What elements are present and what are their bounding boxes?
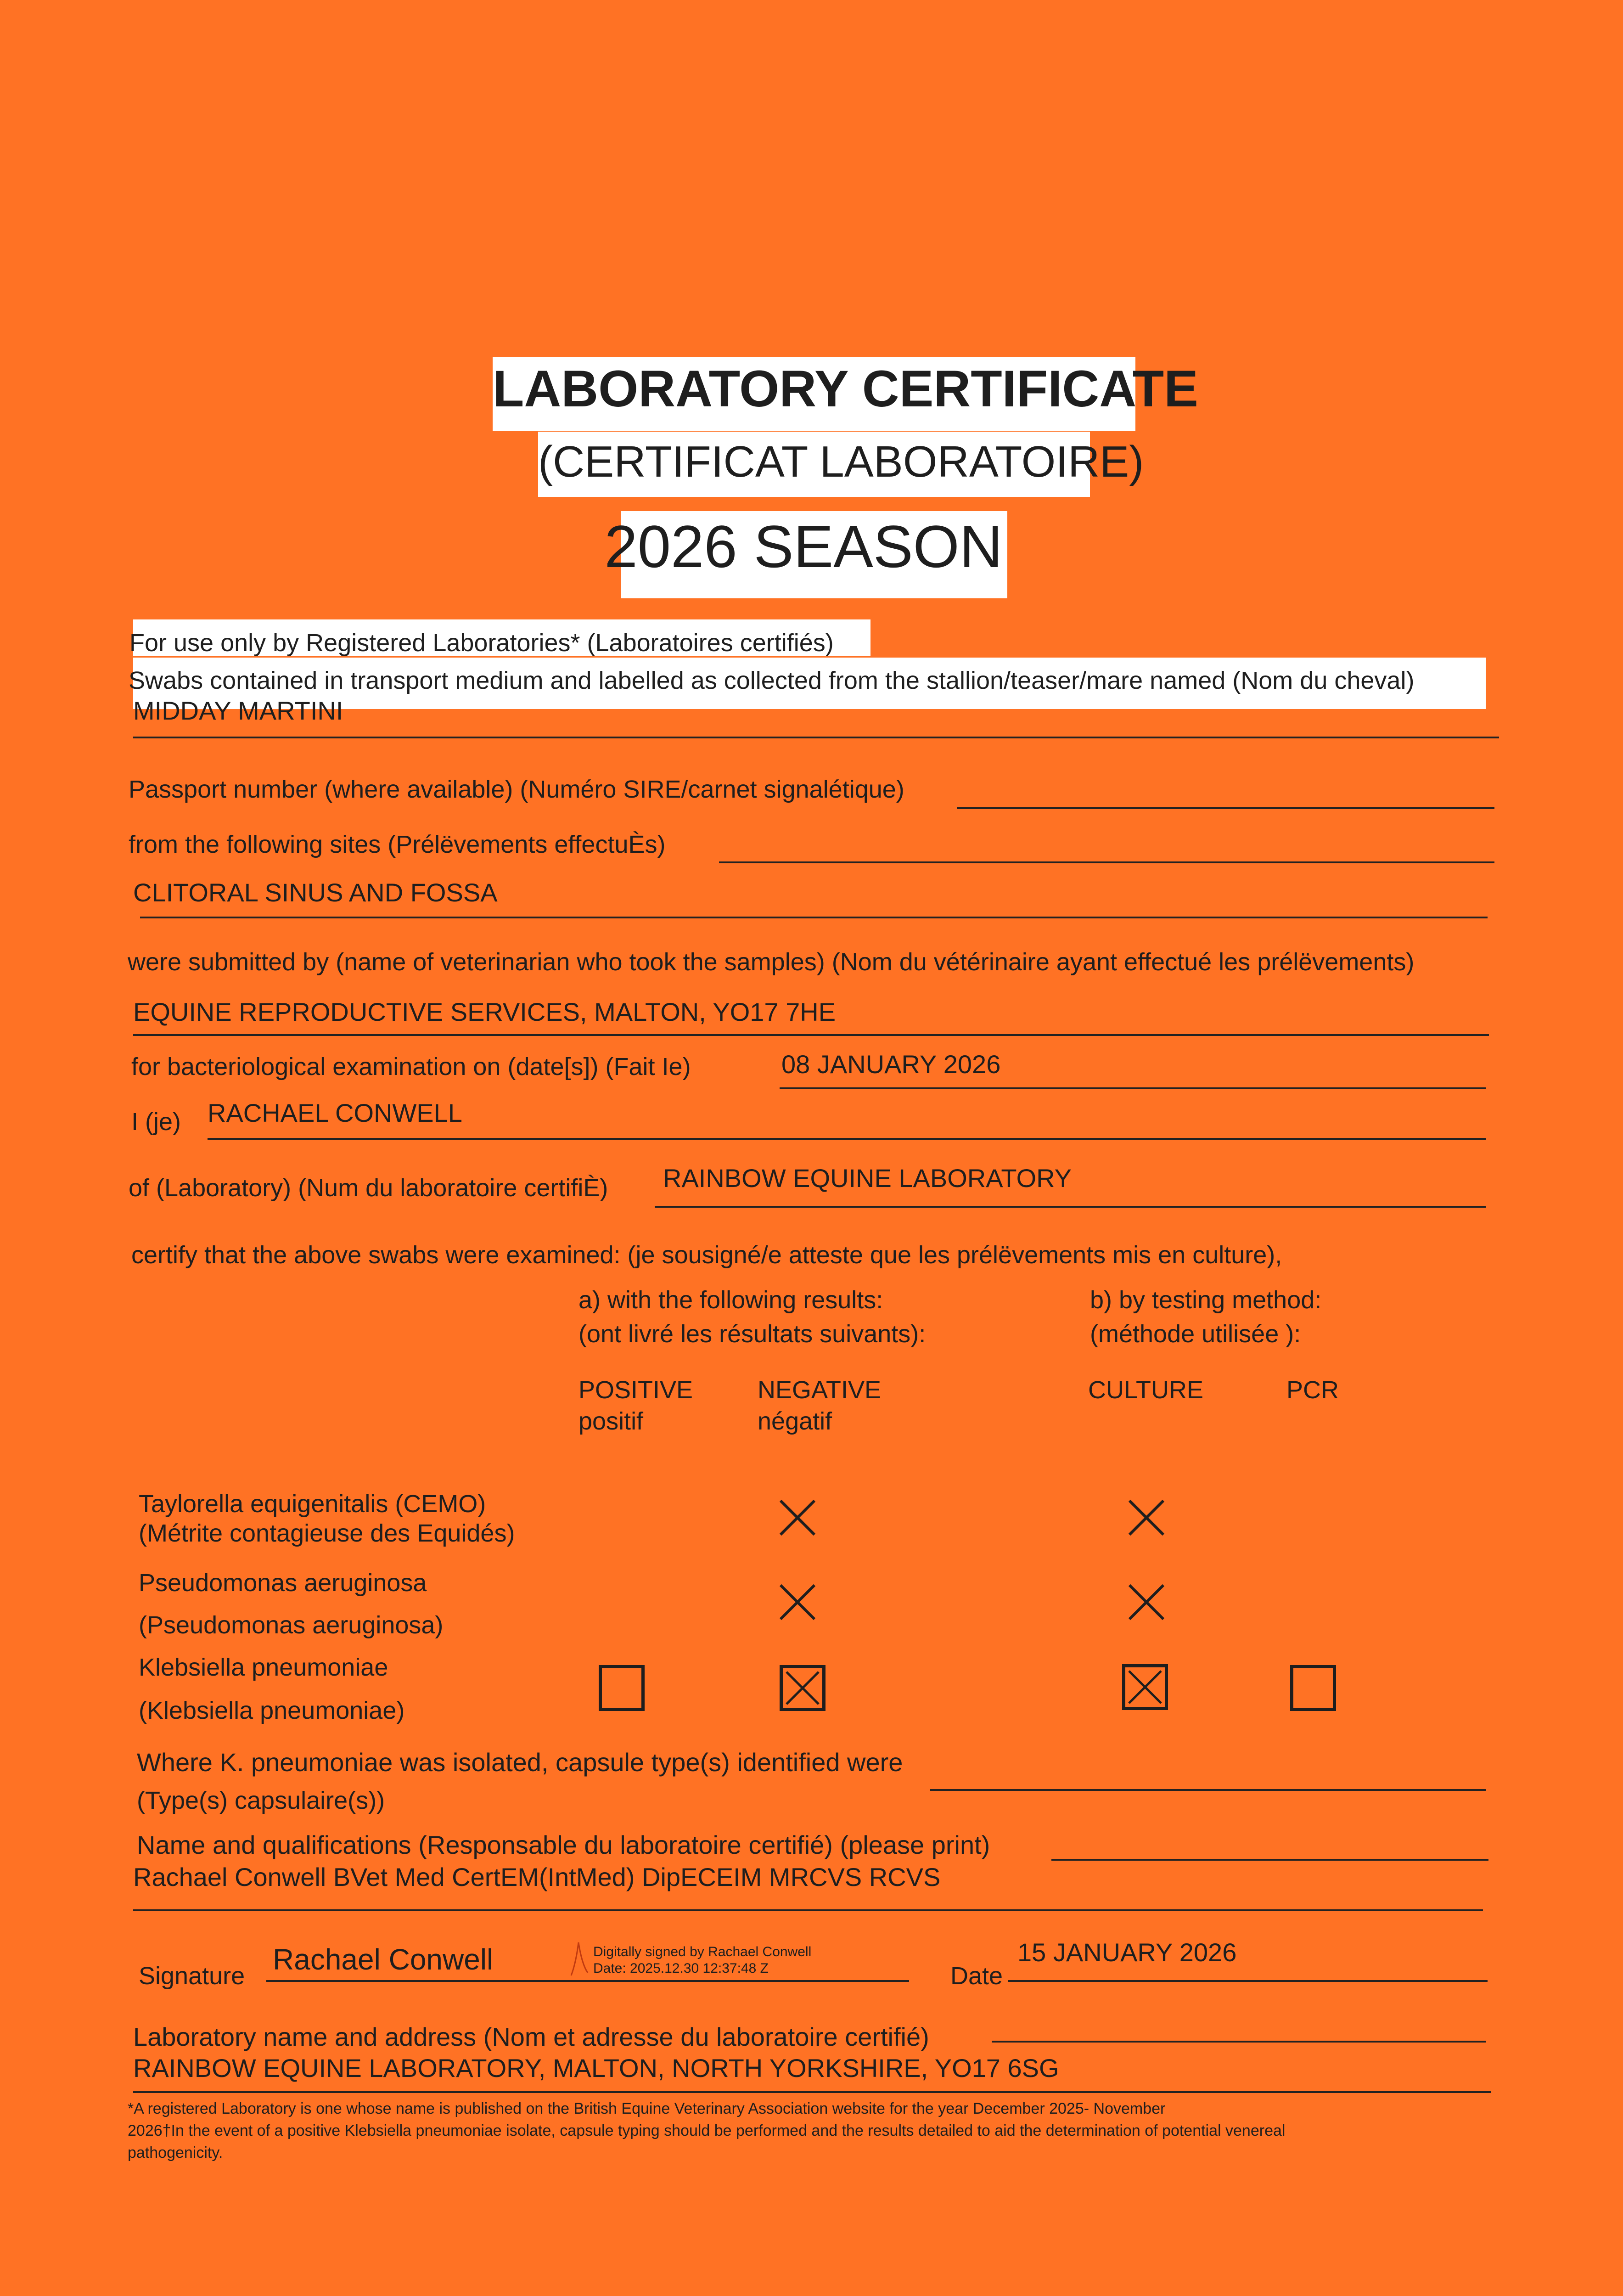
vet-label: were submitted by (name of veterinarian who took the samples) (Nom du vétérinaire ayant effectué les prélëvements) (128, 948, 1415, 976)
lab-address-label-line (992, 2041, 1486, 2043)
organism-3-name: Klebsiella pneumoniae (139, 1654, 388, 1681)
i-line (208, 1138, 1486, 1140)
organism-1-negative-x-mark (778, 1498, 817, 1537)
signature-line (266, 1980, 909, 1982)
date-value: 15 JANUARY 2026 (1017, 1938, 1237, 1967)
exam-date-label: for bacteriological examination on (date[s]) (Fait Ie) (131, 1053, 691, 1080)
intro-text: For use only by Registered Laboratories* (Laboratoires certifiés) (129, 629, 834, 657)
date-line (1008, 1980, 1488, 1982)
lab-address-value: RAINBOW EQUINE LABORATORY, MALTON, NORTH YORKSHIRE, YO17 6SG (133, 2054, 1059, 2082)
passport-label: Passport number (where available) (Numéro SIRE/carnet signalétique) (129, 776, 904, 803)
date-label: Date (950, 1962, 1003, 1990)
signature-tick-icon (569, 1941, 590, 1977)
exam-date-value: 08 JANUARY 2026 (781, 1050, 1001, 1079)
name-qual-line (133, 1909, 1483, 1911)
page-title: LABORATORY CERTIFICATE (493, 360, 1198, 417)
positive-header-fr: positif (578, 1407, 644, 1435)
footnote-line1: *A registered Laboratory is one whose name is published on the British Equine Veterinary Association website for the year December 2025- November (128, 2100, 1166, 2117)
culture-header: CULTURE (1088, 1376, 1204, 1404)
certify-text: certify that the above swabs were examined: (je sousigné/e atteste que les prélëvements mis en culture), (131, 1241, 1282, 1269)
i-value: RACHAEL CONWELL (208, 1098, 462, 1127)
pcr-header: PCR (1286, 1376, 1339, 1404)
digital-sig-line2: Date: 2025.12.30 12:37:48 Z (593, 1961, 769, 1976)
exam-date-line (780, 1087, 1486, 1089)
organism-2-negative-x-mark (778, 1582, 817, 1622)
i-label: I (je) (131, 1108, 181, 1136)
name-qual-label: Name and qualifications (Responsable du laboratoire certifié) (please print) (137, 1830, 990, 1859)
footnote-line2: 2026†In the event of a positive Klebsiella pneumoniae isolate, capsule typing should be performed and the results detailed to aid the determination of potential venereal (128, 2122, 1286, 2139)
lab-address-line (133, 2091, 1491, 2093)
results-a-line1: a) with the following results: (578, 1286, 883, 1314)
results-b-line2: (méthode utilisée ): (1090, 1320, 1301, 1348)
lab-line (655, 1206, 1486, 1208)
vet-value: EQUINE REPRODUCTIVE SERVICES, MALTON, YO17 7HE (133, 997, 836, 1026)
organism-3-culture-checkbox[interactable] (1122, 1664, 1168, 1710)
organism-3-name-fr: (Klebsiella pneumoniae) (139, 1697, 405, 1724)
results-a-line2: (ont livré les résultats suivants): (578, 1320, 926, 1348)
sites-label-line (719, 861, 1494, 863)
sites-value-line (140, 917, 1488, 918)
lab-label: of (Laboratory) (Num du laboratoire certifiÈ) (129, 1174, 608, 1202)
negative-header-fr: négatif (758, 1407, 832, 1435)
organism-3-negative-checkbox[interactable] (780, 1665, 826, 1711)
passport-line (957, 807, 1494, 809)
horse-name-line (133, 737, 1499, 738)
organism-3-pcr-checkbox[interactable] (1290, 1665, 1336, 1711)
negative-header: NEGATIVE (758, 1376, 882, 1404)
signature-name: Rachael Conwell (273, 1943, 494, 1976)
organism-2-name-fr: (Pseudomonas aeruginosa) (139, 1611, 444, 1639)
name-qual-label-line (1051, 1859, 1488, 1861)
page-subtitle: (CERTIFICAT LABORATOIRE) (538, 437, 1144, 486)
footnote-line3: pathogenicity. (128, 2144, 223, 2161)
lab-address-label: Laboratory name and address (Nom et adresse du laboratoire certifié) (133, 2022, 929, 2051)
organism-2-name: Pseudomonas aeruginosa (139, 1569, 427, 1597)
organism-2-culture-x-mark (1127, 1582, 1166, 1622)
capsule-line (930, 1789, 1486, 1791)
sites-value: CLITORAL SINUS AND FOSSA (133, 878, 498, 907)
organism-1-name-fr: (Métrite contagieuse des Equidés) (139, 1519, 515, 1547)
digital-sig-line1: Digitally signed by Rachael Conwell (593, 1944, 812, 1959)
name-qual-value: Rachael Conwell BVet Med CertEM(IntMed) DipECEIM MRCVS RCVS (133, 1863, 941, 1891)
lab-value: RAINBOW EQUINE LABORATORY (663, 1164, 1072, 1193)
positive-header: POSITIVE (578, 1376, 693, 1404)
horse-name-value: MIDDAY MARTINI (133, 696, 343, 725)
capsule-label-fr: (Type(s) capsulaire(s)) (137, 1787, 385, 1814)
swabs-label: Swabs contained in transport medium and labelled as collected from the stallion/teaser/mare named (Nom du cheval) (129, 667, 1415, 694)
vet-line (133, 1034, 1489, 1036)
organism-1-name: Taylorella equigenitalis (CEMO) (139, 1490, 486, 1518)
signature-label: Signature (139, 1962, 245, 1990)
capsule-label: Where K. pneumoniae was isolated, capsule type(s) identified were (137, 1748, 903, 1777)
organism-3-positive-checkbox[interactable] (599, 1665, 645, 1711)
season-heading: 2026 SEASON (604, 513, 1003, 580)
sites-label: from the following sites (Prélëvements effectuÈs) (129, 831, 666, 858)
results-b-line1: b) by testing method: (1090, 1286, 1322, 1314)
organism-1-culture-x-mark (1127, 1498, 1166, 1537)
